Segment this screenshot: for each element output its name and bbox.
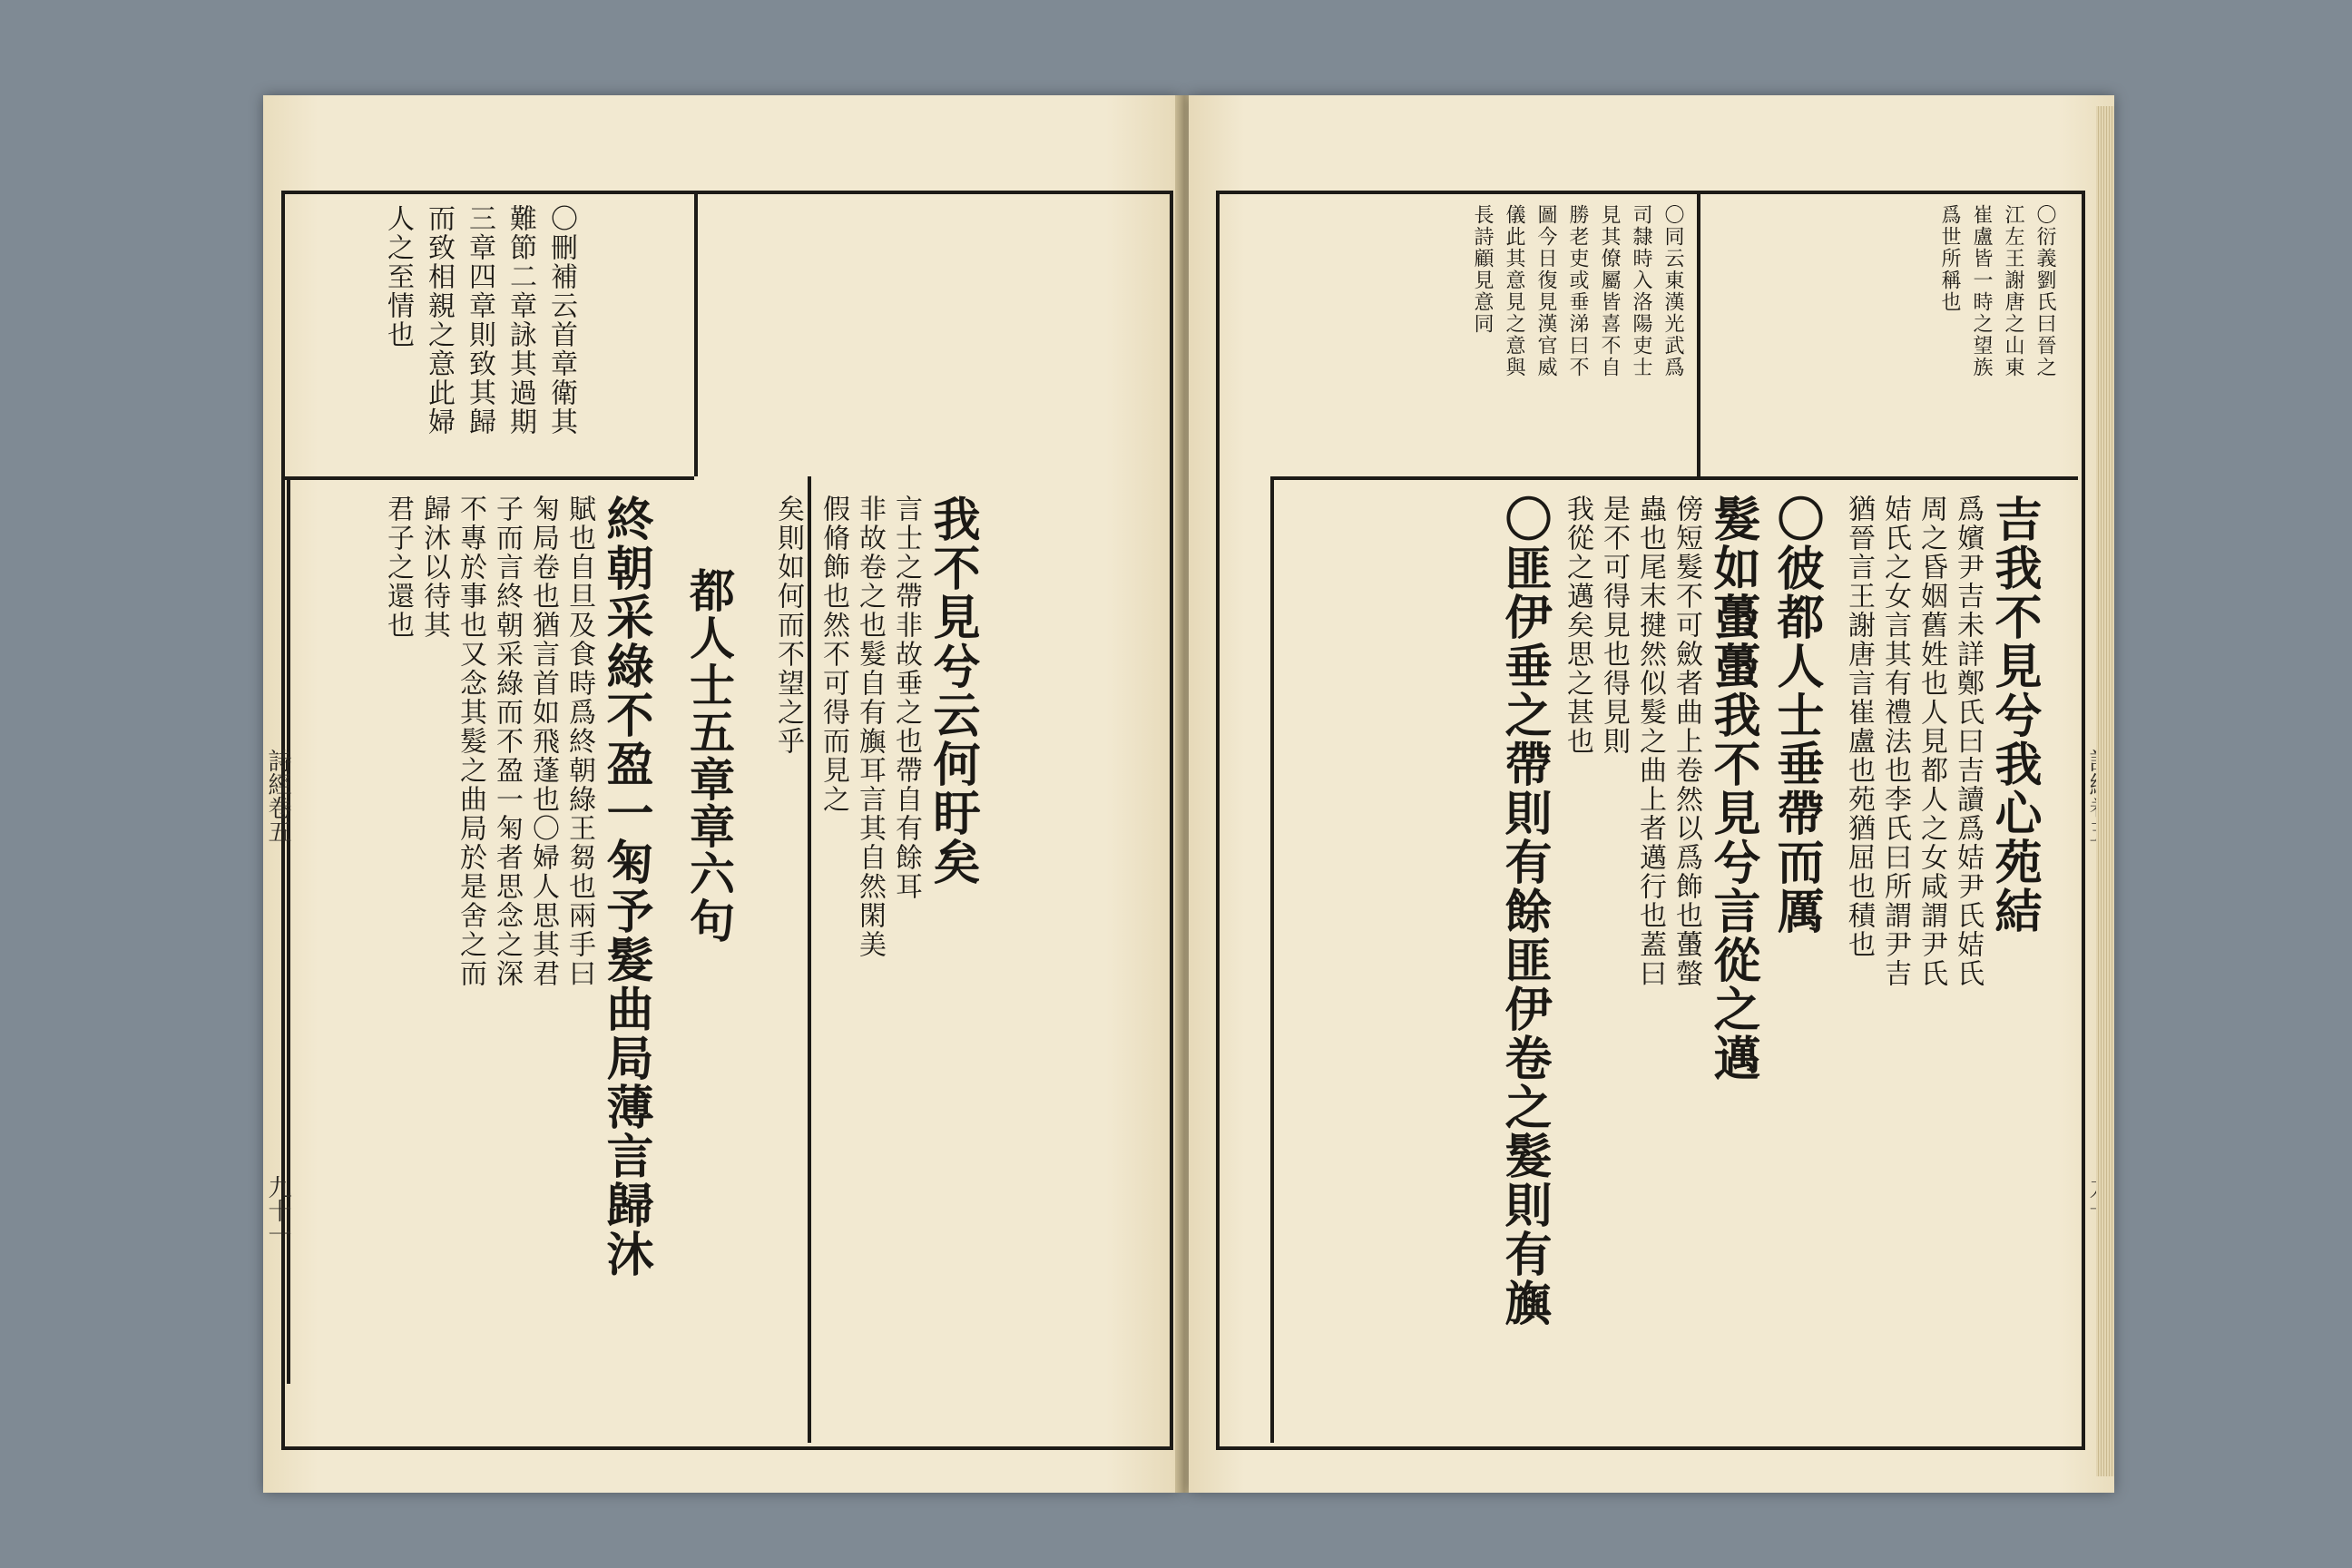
left-column-rule: [808, 476, 811, 1443]
rnote-col-9: 圖今日復見漢官威: [1534, 204, 1557, 378]
rmain-col-9: 蟲也尾末揵然似髮之曲上者邁行也蓋曰: [1634, 495, 1666, 988]
main-col-12: 歸沐以待其: [418, 495, 450, 640]
rmain-col-10: 是不可得見也得見則: [1598, 495, 1630, 756]
rnote-col-8: 勝老吏或垂涕曰不: [1566, 204, 1589, 378]
section-heading: 都人士五章章六句: [682, 567, 736, 945]
rmain-col-4: 姞氏之女言其有禮法也李氏曰所謂尹吉: [1879, 495, 1911, 988]
rnote-col-10: 儀此其意見之意與: [1503, 204, 1525, 378]
left-page: [263, 95, 1180, 1493]
main-col-10: 子而言終朝采綠而不盈一匊者思念之深: [491, 495, 523, 988]
right-note-rule: [1697, 191, 1700, 476]
rmain-col-11: 我從之邁矣思之甚也: [1562, 495, 1593, 756]
main-col-1: 我不見兮云何盱矣: [925, 495, 980, 887]
left-inner-rule: [287, 476, 290, 1384]
rnote-col-11: 長詩顧見意同: [1471, 204, 1494, 335]
rmain-col-12: 〇匪伊垂之帶則有餘匪伊卷之髮則有旟: [1496, 495, 1552, 1328]
rnote-col-7: 見其僚屬皆喜不自: [1598, 204, 1621, 378]
rnote-col-4: 爲世所稱也: [1938, 204, 1961, 313]
main-col-11: 不專於事也又念其髮之曲局於是舍之而: [455, 495, 486, 988]
right-lower-rule: [1270, 476, 1697, 480]
left-margin-label: 詩經卷五: [264, 749, 291, 843]
right-page: [1189, 95, 2114, 1493]
rmain-col-5: 猶晉言王謝唐言崔盧也苑猶屈也積也: [1843, 495, 1875, 959]
right-column-rule: [1270, 476, 1274, 1443]
main-col-4: 假脩飾也然不可得而見之: [818, 495, 849, 814]
right-divider-rule: [1697, 476, 2078, 480]
note-col-4: 而致相親之意此婦: [423, 204, 455, 436]
main-col-7: 終朝采綠不盈一匊予髮曲局薄言歸沐: [598, 495, 653, 1279]
main-col-2: 言士之帶非故垂之也帶自有餘耳: [890, 495, 922, 901]
main-col-3: 非故卷之也髮自有旟耳言其自然閑美: [854, 495, 886, 959]
rmain-col-7: 髮如蠆蠆我不見兮言從之邁: [1705, 495, 1760, 1083]
main-col-5: 矣則如何而不望之乎: [772, 495, 804, 756]
main-col-8: 賦也自旦及食時爲終朝綠王芻也兩手曰: [564, 495, 595, 988]
note-col-1: 〇刪補云首章衛其: [545, 204, 577, 436]
rmain-col-8: 傍短髮不可斂者曲上卷然以爲飾也蠆螫: [1671, 495, 1702, 988]
rnote-col-6: 司隸時入洛陽吏士: [1630, 204, 1652, 378]
rnote-col-2: 江左王謝唐之山東: [2002, 204, 2024, 378]
rnote-col-5: 〇同云東漢光武爲: [1661, 204, 1684, 378]
rmain-col-6: 〇彼都人士垂帶而厲: [1769, 495, 1824, 936]
left-divider-rule: [281, 476, 694, 480]
left-folio: 九十一: [264, 1175, 291, 1246]
left-note-rule: [694, 191, 698, 476]
page-edges: [2096, 106, 2114, 1476]
rnote-col-3: 崔盧皆一時之望族: [1970, 204, 1993, 378]
rmain-col-2: 爲嬪尹吉未詳鄭氏曰吉讀爲姞尹氏姞氏: [1952, 495, 1984, 988]
open-book: [263, 95, 2114, 1493]
main-col-9: 匊局卷也猶言首如飛蓬也〇婦人思其君: [527, 495, 559, 988]
note-col-2: 難節二章詠其過期: [505, 204, 536, 436]
rmain-col-1: 吉我不見兮我心苑結: [1986, 495, 2042, 936]
note-col-3: 三章四章則致其歸: [464, 204, 495, 436]
note-col-5: 人之至情也: [382, 204, 414, 349]
rnote-col-1: 〇衍義劉氏曰晉之: [2034, 204, 2056, 378]
rmain-col-3: 周之昏姻舊姓也人見都人之女咸謂尹氏: [1916, 495, 1947, 988]
main-col-13: 君子之還也: [382, 495, 414, 640]
